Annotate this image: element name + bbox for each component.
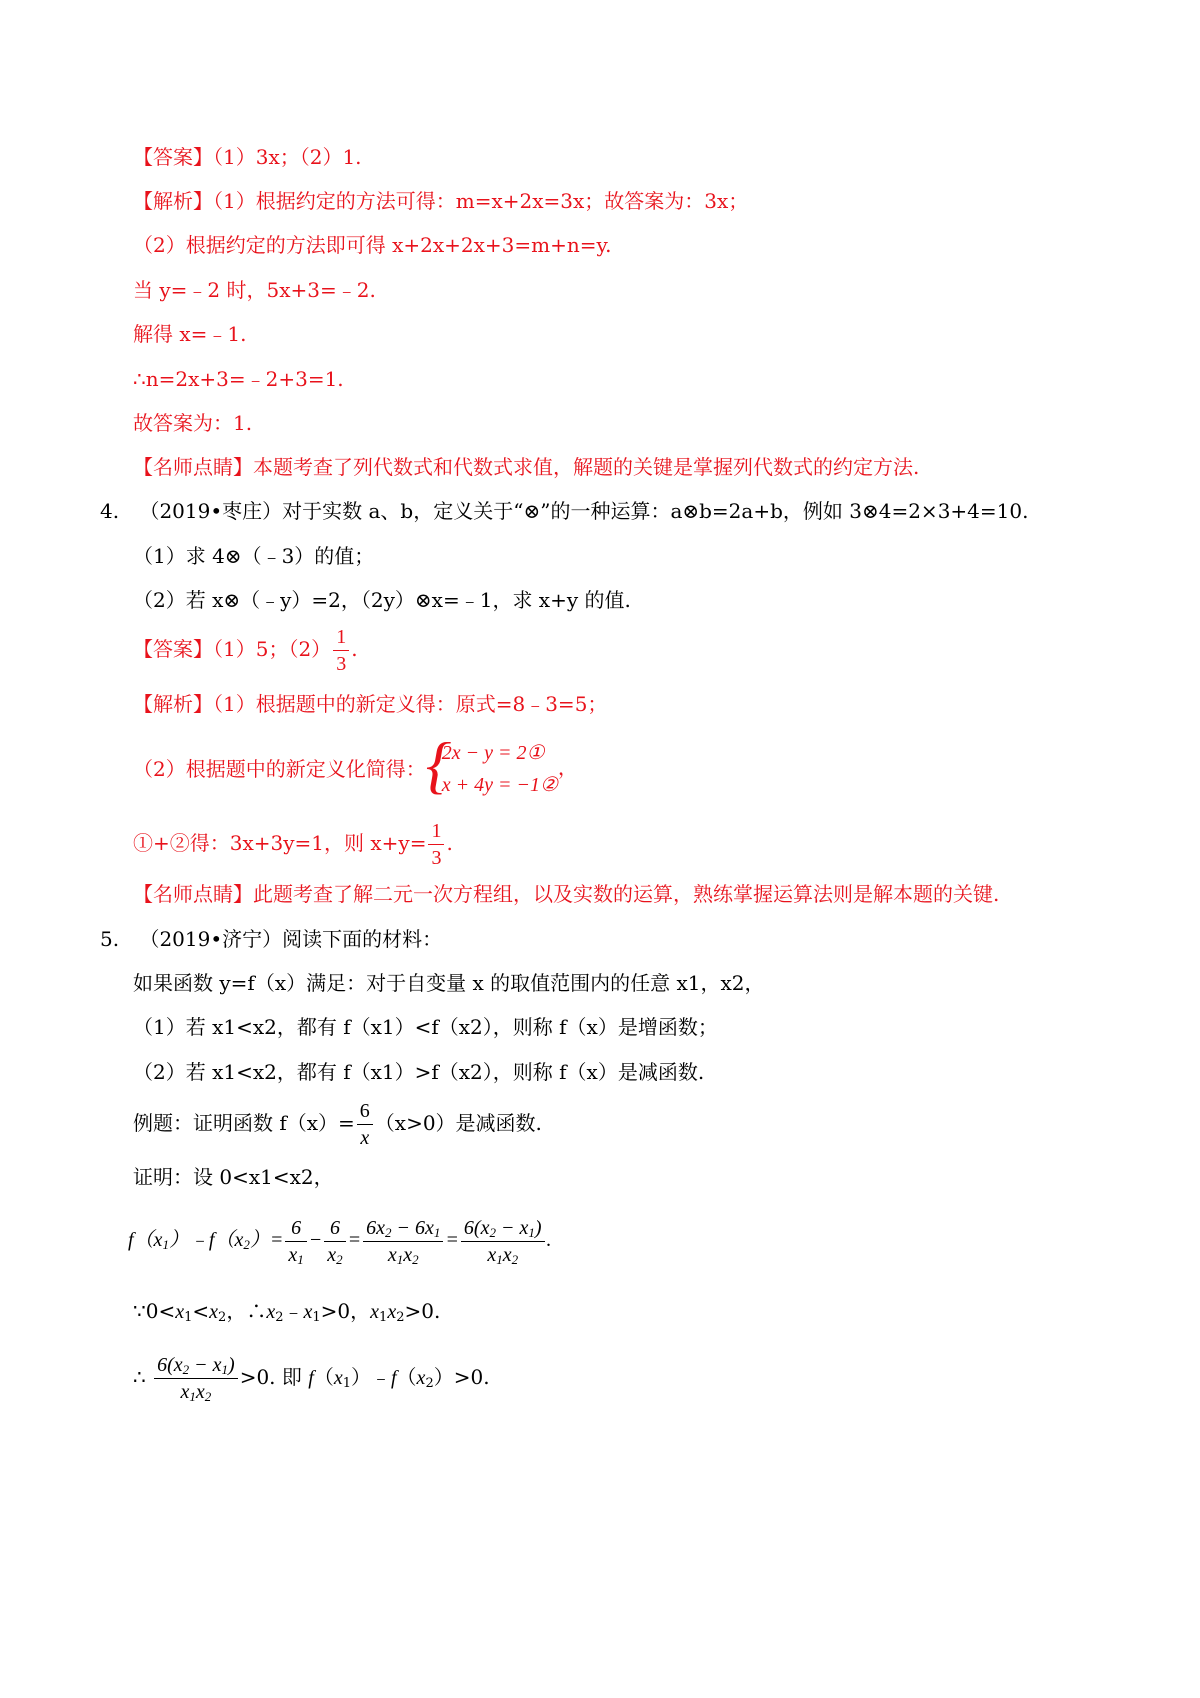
q4-step-fraction: [428, 818, 444, 871]
q5-therefore-suffix: >0. 即 $f(x_1)﹣f(x_2)>0$.: [239, 1365, 490, 1391]
equation-1: 2x − y = 2①: [441, 742, 545, 764]
fraction-numerator: 1: [333, 624, 349, 651]
fraction-6-over-x2: $\frac{6}{x_2}$: [324, 1215, 345, 1268]
q4-comment: 【名师点睛】此题考查了解二元一次方程组，以及实数的运算，熟练掌握运算法则是解本题的关键.: [133, 882, 1000, 906]
q5-example: [133, 1098, 542, 1151]
fraction-numerator: 6: [357, 1098, 373, 1125]
q4-part2: （2）若 x⊗（﹣y）=2，（2y）⊗x=﹣1，求 x+y 的值.: [133, 588, 631, 612]
q4-step: ①+②得：3x+3y=1，则 x+y= $\frac{1}{3}$ .: [133, 820, 453, 869]
fraction-denominator: 3: [336, 653, 347, 675]
q5-proof-equation: $f(x_1)﹣f(x_2)=$ $\frac{6}{x_1}$ − $\frac{6}{x_2}$ = $\frac{6x_2 - 6x_1}{x_1x_2}$ = $\frac{6(x_2 - x_1)}{x_1x_2}$ .: [128, 1217, 552, 1267]
q4-answer-fraction: [333, 624, 349, 677]
fraction-denominator: x: [360, 1127, 370, 1149]
q4-answer-prefix: 【答案】（1）5；（2）: [133, 637, 332, 661]
q4-number: 4.: [100, 499, 120, 523]
q5-example-fraction: [357, 1098, 373, 1151]
q5-def-2: （2）若 x1<x2，都有 f（x1）>f（x2），则称 f（x）是减函数.: [133, 1060, 705, 1084]
q4-stem-line: [100, 497, 1028, 525]
q4-part1: （1）求 4⊗（﹣3）的值；: [133, 544, 375, 568]
q4-analysis-2: （2）根据题中的新定义化简得： { 2x − y = 2① x + 4y = −1② ，: [133, 729, 578, 800]
q5-therefore-line: ∴ $\frac{6(x_2 - x_1)}{x_1x_2}$ >0. 即 $f(x_1)﹣f(x_2)>0$.: [133, 1354, 490, 1404]
q5-stem: （2019•济宁）阅读下面的材料：: [139, 927, 443, 951]
q5-example-prefix: 例题：证明函数 f（x）=: [133, 1111, 355, 1135]
q5-def-intro: 如果函数 y=f（x）满足：对于自变量 x 的取值范围内的任意 x1，x2，: [133, 971, 765, 995]
q5-since-line: $\because 0<x_1<x_2$，$\therefore x_2﹣x_1>0$，$x_1x_2>0$.: [133, 1299, 441, 1325]
q5-example-suffix: （x>0）是减函数.: [374, 1111, 542, 1135]
fraction-difference: $\frac{6x_2 - 6x_1}{x_1x_2}$: [363, 1215, 443, 1268]
fraction-numerator: 1: [428, 818, 444, 845]
prev-step-1: 当 y=﹣2 时，5x+3=﹣2.: [133, 278, 376, 302]
fraction-factored: $\frac{6(x_2 - x_1)}{x_1x_2}$: [461, 1215, 545, 1268]
equation-2: x + 4y = −1②: [441, 774, 558, 796]
fraction-6-over-x1: $\frac{6}{x_1}$: [285, 1215, 306, 1268]
fraction-factored-2: $\frac{6(x_2 - x_1)}{x_1x_2}$: [154, 1352, 238, 1405]
left-brace: {: [425, 729, 452, 800]
prev-step-4: 故答案为：1.: [133, 411, 253, 435]
prev-answer: [133, 143, 362, 171]
q5-def-1: （1）若 x1<x2，都有 f（x1）<f（x2），则称 f（x）是增函数；: [133, 1015, 718, 1039]
q5-proof-start: 证明：设 0<x1<x2，: [133, 1165, 334, 1189]
q5-number: 5.: [100, 927, 120, 951]
prev-comment: 【名师点睛】本题考查了列代数式和代数式求值，解题的关键是掌握列代数式的约定方法.: [133, 455, 920, 479]
q4-step-prefix: ①+②得：3x+3y=1，则 x+y=: [133, 831, 427, 855]
prev-answer-text: 【答案】（1）3x；（2）1.: [133, 145, 362, 169]
q4-analysis-1: 【解析】（1）根据题中的新定义得：原式=8﹣3=5；: [133, 692, 608, 716]
equation-system: [425, 729, 558, 801]
q5-stem-line: [100, 925, 442, 953]
q4-stem: （2019•枣庄）对于实数 a、b，定义关于“⊗”的一种运算：a⊗b=2a+b，例如 3⊗4=2×3+4=10.: [139, 499, 1029, 523]
q4-answer: 【答案】（1）5；（2） $\frac{1}{3}$ .: [133, 626, 358, 675]
prev-analysis-2: （2）根据约定的方法即可得 x+2x+2x+3=m+n=y.: [133, 233, 612, 257]
prev-analysis-1: 【解析】（1）根据约定的方法可得：m=x+2x=3x；故答案为：3x；: [133, 189, 749, 213]
fraction-denominator: 3: [431, 847, 442, 869]
q4-analysis-2-prefix: （2）根据题中的新定义化简得：: [133, 757, 426, 781]
prev-step-2: 解得 x=﹣1.: [133, 322, 247, 346]
prev-step-3: ∴n=2x+3=﹣2+3=1.: [133, 367, 344, 391]
